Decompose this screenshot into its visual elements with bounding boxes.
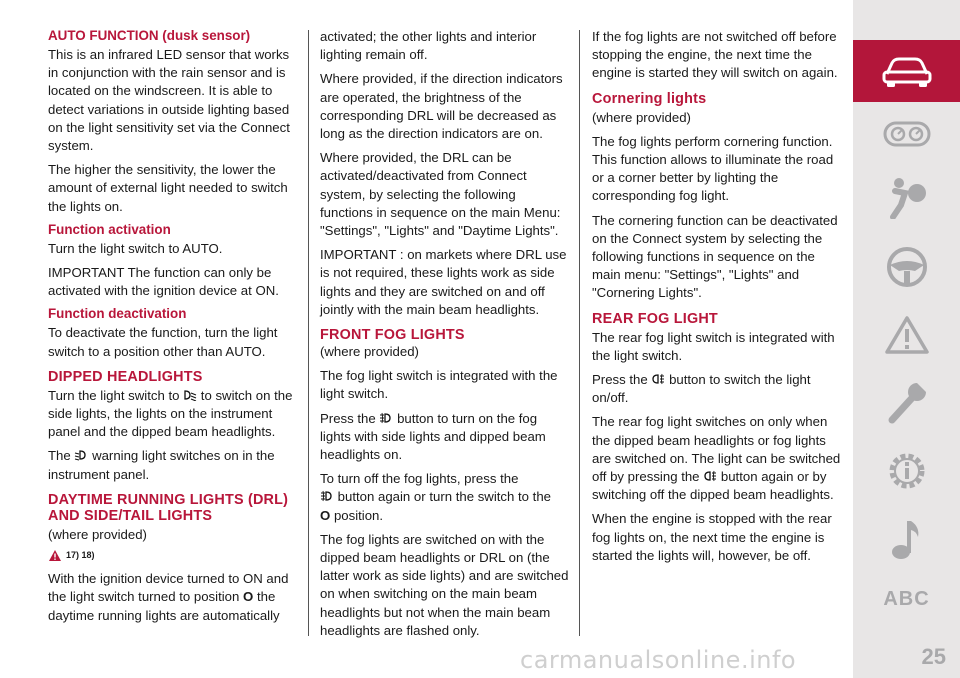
instrument-panel-icon: [883, 121, 931, 147]
abc-label: ABC: [883, 587, 930, 610]
paragraph: The fog light switch is integrated with the light switch.: [320, 368, 558, 402]
nav-multimedia-button[interactable]: [853, 508, 960, 570]
paragraph: Press the button to turn on the fog lights with side lights and dipped beam headlights on.: [320, 410, 546, 463]
paragraph: IMPORTANT The function can only be activated with the ignition device at ON.: [48, 265, 279, 299]
column-1: [48, 28, 300, 631]
dipped-beam-warning-icon: [74, 449, 88, 461]
column-2: [320, 28, 570, 646]
page-number: 25: [921, 644, 946, 669]
rear-fog-light-icon: [651, 373, 665, 385]
paragraph: The higher the sensitivity, the lower the amount of external light needed to switch the lights on.: [48, 162, 288, 214]
warning-triangle-icon: [48, 549, 62, 562]
nav-driving-button[interactable]: [853, 236, 960, 298]
paragraph: Where provided, if the direction indicators are operated, the brightness of the corresponding DRL will be decreased as long as the direction indicators are on.: [320, 71, 563, 142]
airbag-icon: [885, 175, 929, 219]
music-note-icon: [890, 517, 924, 561]
paragraph: The fog lights perform cornering function. This function allows to illuminate the road or a corner better by lighting the corresponding fog light.: [592, 133, 834, 204]
paragraph: (where provided): [320, 344, 419, 360]
position-zero: O: [320, 507, 331, 523]
position-zero: O: [243, 589, 254, 605]
car-icon: [879, 54, 935, 88]
paragraph: (where provided): [48, 526, 147, 542]
steering-wheel-icon: [885, 245, 929, 289]
paragraph: The warning light switches on in the instrument panel.: [48, 448, 275, 482]
nav-instrument-panel-button[interactable]: [853, 103, 960, 165]
nav-technical-data-button[interactable]: [853, 440, 960, 502]
paragraph: The rear fog light switches on only when the dipped beam headlights or fog lights are switched on. The light can be switched off by pressing the button again or by switching off the dipped beam headlights.: [592, 414, 841, 503]
heading-rear-fog-light: REAR FOG LIGHT: [592, 310, 718, 327]
heading-cornering-lights: Cornering lights: [592, 90, 707, 107]
nav-car-button[interactable]: [853, 40, 960, 102]
nav-maintenance-button[interactable]: [853, 372, 960, 434]
column-divider: [308, 30, 309, 636]
paragraph: The cornering function can be deactivated on the Connect system by selecting the following functions in sequence on the main menu: "Settings", "Lights" and "Cornering Lights".: [592, 212, 838, 301]
paragraph: Turn the light switch to to switch on the side lights, the lights on the instrument panel and the dipped beam headlights.: [48, 387, 293, 440]
nav-safety-button[interactable]: [853, 166, 960, 228]
paragraph: This is an infrared LED sensor that works in conjunction with the rain sensor and is located on the windscreen. It is able to detect variations in outside lighting based on the light sensitivity set via the Connect system.: [48, 47, 290, 154]
dipped-beam-icon: [183, 389, 197, 401]
heading-dipped-headlights: DIPPED HEADLIGHTS: [48, 368, 203, 385]
paragraph: Turn the light switch to AUTO.: [48, 240, 223, 256]
chapter-sidebar: [853, 0, 960, 678]
warning-triangle-icon: [884, 315, 930, 355]
paragraph: activated; the other lights and interior lighting remain off.: [320, 29, 537, 63]
warning-reference: 17) 18): [48, 546, 300, 564]
paragraph: (where provided): [592, 109, 691, 125]
heading-function-activation: Function activation: [48, 221, 171, 237]
wrench-icon: [884, 380, 930, 426]
rear-fog-light-icon: [703, 470, 717, 482]
paragraph: To deactivate the function, turn the light switch to a position other than AUTO.: [48, 325, 278, 359]
heading-drl: DAYTIME RUNNING LIGHTS (DRL) AND SIDE/TAIL LIGHTS: [48, 491, 289, 524]
paragraph: To turn off the fog lights, press the button again or turn the switch to the O position.: [320, 471, 552, 523]
paragraph: The rear fog light switch is integrated with the light switch.: [592, 329, 835, 363]
paragraph: With the ignition device turned to ON and the light switch turned to position O the daytime running lights are automatically: [48, 571, 289, 623]
info-gear-icon: [885, 449, 929, 493]
paragraph: Press the button to switch the light on/off.: [592, 372, 811, 406]
front-fog-light-icon: [379, 412, 393, 424]
paragraph: If the fog lights are not switched off before stopping the engine, the next time the engine is started they will switch on again.: [592, 29, 838, 81]
heading-function-deactivation: Function deactivation: [48, 306, 187, 322]
nav-emergency-button[interactable]: [853, 304, 960, 366]
nav-index-button[interactable]: [853, 568, 960, 630]
column-divider: [579, 30, 580, 636]
heading-front-fog-lights: FRONT FOG LIGHTS: [320, 327, 465, 344]
watermark: carmanualsonline.info: [520, 646, 797, 674]
column-3: [592, 28, 842, 571]
front-fog-light-icon: [320, 490, 334, 502]
paragraph: Where provided, the DRL can be activated/deactivated from Connect system, by selecting the following functions in sequence on the main Menu: "Settings", "Lights" and "Daytime Lights".: [320, 150, 561, 239]
heading-auto-function: AUTO FUNCTION (dusk sensor): [48, 28, 251, 43]
paragraph: The fog lights are switched on with the dipped beam headlights or DRL on (the latter work as side lights) and are switched on when switching on the main beam headlights but not when the main beam headlights are flashed only.: [320, 531, 569, 638]
paragraph: When the engine is stopped with the rear fog lights on, the next time the engine is started the lights will, however, be off.: [592, 511, 832, 563]
paragraph: IMPORTANT : on markets where DRL use is not required, these lights work as side lights and they are switched on and off jointly with the main beam headlights.: [320, 247, 567, 317]
